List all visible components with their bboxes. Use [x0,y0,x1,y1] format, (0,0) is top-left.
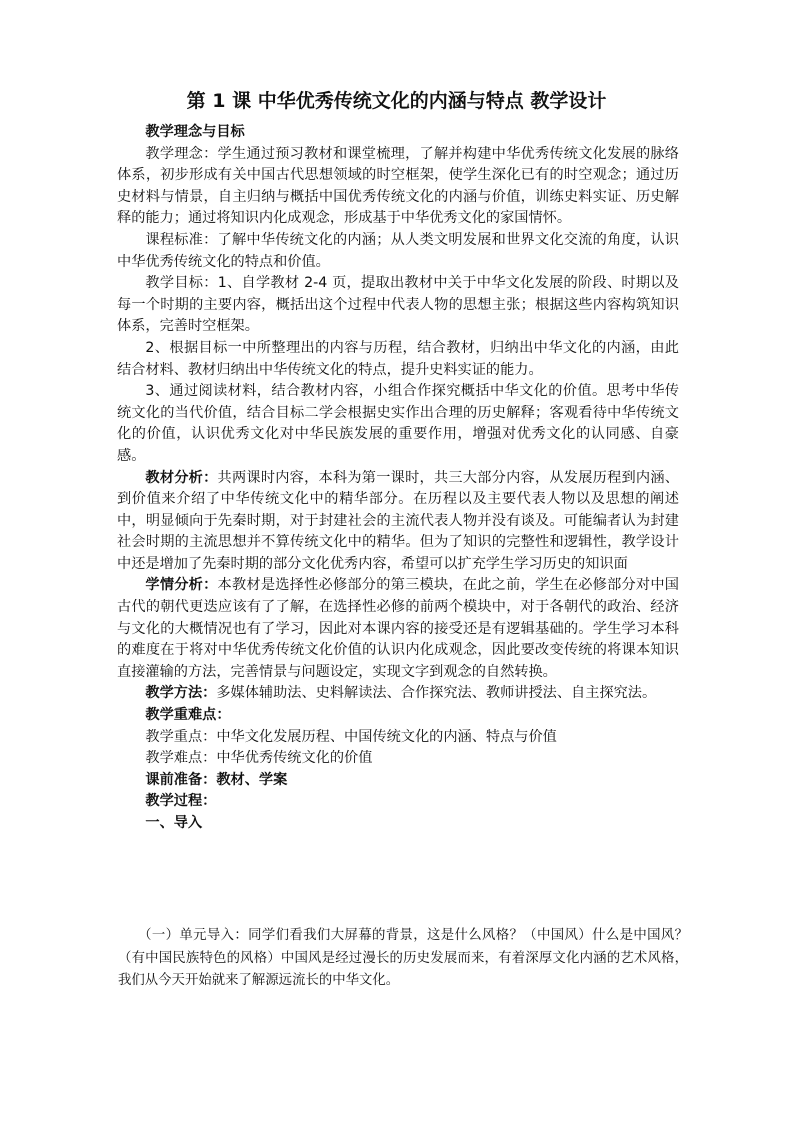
material-analysis-label: 教材分析： [145,469,218,486]
key-points-heading: 教学重难点： [145,707,231,724]
teaching-method-label: 教学方法： [145,685,217,702]
process-heading: 教学过程： [145,793,217,810]
teaching-method-text: 多媒体辅助法、史料解读法、合作探究法、教师讲授法、自主探究法。 [216,685,657,702]
student-analysis-text: 本教材是选择性必修部分的第三模块，在此之前，学生在必修部分对中国古代的朝代更迭应该有了了解，在选择性必修的前两个模块中，对于各朝代的政治、经济与文化的大概情况也有了学习，因此对本课内容的接受还是有逻辑基础的。学生学习本科的难度在于将对中华优秀传统文化价值的认识内化成观念，因此要改变传统的将课本知识直接灌输的方法，完善情景与问题设定，实现文字到观念的自然转换。 [117,577,679,680]
standard-paragraph: 课程标准：了解中华传统文化的内涵；从人类文明发展和世界文化交流的角度，认识中华优秀传统文化的特点和价值。 [117,231,679,270]
document-title: 第 1 课 中华优秀传统文化的内涵与特点 教学设计 [186,90,607,112]
concept-paragraph: 教学理念：学生通过预习教材和课堂梳理，了解并构建中华优秀传统文化发展的脉络体系，初步形成有关中国古代思想领域的时空框架，使学生深化已有的时空观念；通过历史材料与情景，自主归纳与概括中国优秀传统文化的内涵与价值，训练史料实证、历史解释的能力；通过将知识内化成观念，形成基于中华优秀文化的家国情怀。 [117,145,679,227]
document-body [117,122,679,835]
goal-2-paragraph: 2、根据目标一中所整理出的内容与历程，结合教材，归纳出中华文化的内涵，由此结合材料、教材归纳出中华传统文化的特点，提升史料实证的能力。 [117,339,679,378]
student-analysis-paragraph [117,575,679,683]
difficulty-line: 教学难点：中华优秀传统文化的价值 [145,750,373,767]
goal-1-paragraph: 教学目标：1、自学教材 2-4 页，提取出教材中关于中华文化发展的阶段、时期以及每一个时期的主要内容，概括出这个过程中代表人物的思想主张；根据这些内容构筑知识体系，完善时空框架。 [117,275,679,335]
teaching-method-paragraph [117,683,679,705]
key-point-line: 教学重点：中华文化发展历程、中国传统文化的内涵、特点与价值 [145,728,557,745]
student-analysis-label: 学情分析： [145,577,218,594]
material-analysis-text: 共两课时内容，本科为第一课时，共三大部分内容，从发展历程到内涵、到价值来介绍了中华传统文化中的精华部分。在历程以及主要代表人物以及思想的阐述中，明显倾向于先秦时期，对于封建社会的主流代表人物并没有谈及。可能编者认为封建社会时期的主流思想并不算传统文化中的精华。但为了知识的完整性和逻辑性，教学设计中还是增加了先秦时期的部分文化优秀内容，希望可以扩充学生学习历史的知识面 [117,469,679,572]
goal-3-paragraph: 3、通过阅读材料，结合教材内容，小组合作探究概括中华文化的价值。思考中华传统文化的当代价值，结合目标二学会根据史实作出合理的历史解释；客观看待中华传统文化的价值，认识优秀文化对中华民族发展的重要作用，增强对优秀文化的认同感、自豪感。 [117,383,679,464]
preparation-line: 课前准备：教材、学案 [145,771,288,788]
concept-heading: 教学理念与目标 [145,124,245,140]
material-analysis-paragraph [117,468,679,576]
unit-intro-paragraph: （一）单元导入：同学们看我们大屏幕的背景，这是什么风格？（中国风）什么是中国风？（有中国民族特色的风格）中国风是经过漫长的历史发展而来，有着深厚文化内涵的艺术风格，我们从今天开始就来了解源远流长的中华文化。 [118,928,688,988]
intro-section-heading: 一、导入 [145,815,203,831]
